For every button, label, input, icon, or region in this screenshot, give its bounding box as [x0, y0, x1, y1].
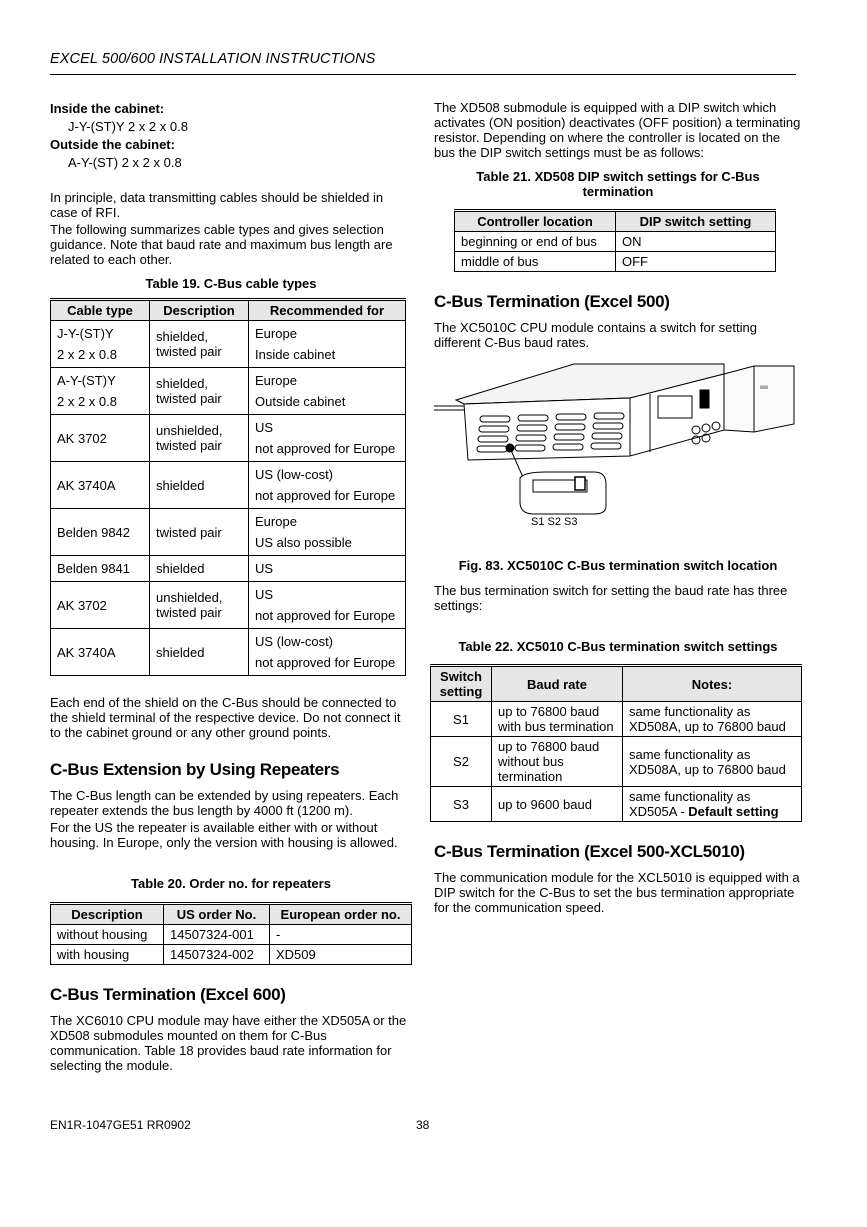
cell-line: unshielded, — [156, 590, 223, 605]
table-row — [51, 509, 406, 556]
cell-line: with bus termination — [498, 719, 614, 734]
cable-type-cell — [51, 415, 150, 462]
table19 — [50, 298, 406, 676]
cell-line: not approved for Europe — [255, 655, 396, 670]
cell-line: same functionality as — [629, 789, 751, 804]
description-cell — [150, 509, 249, 556]
heading-repeaters: C-Bus Extension by Using Repeaters — [50, 760, 340, 779]
table-row — [455, 252, 776, 272]
para-xcl5010: The communication module for the XCL5010 is equipped with a DIP switch for the C-Bus to set the bus termination appropriate for the communication speed. — [434, 870, 800, 915]
cell-line: US (low-cost) — [255, 634, 334, 649]
cable-type-cell — [51, 321, 150, 368]
cell-line: 2 x 2 x 0.8 — [57, 347, 117, 362]
switch-setting-cell: S2 — [431, 737, 492, 787]
cell-line: unshielded, — [156, 423, 223, 438]
cell-line: without bus — [498, 754, 564, 769]
cell-line: twisted pair — [156, 438, 222, 453]
cable-type-cell — [51, 629, 150, 676]
cpu-module-illustration — [434, 360, 802, 550]
cell-line: Europe — [255, 373, 297, 388]
switch-setting-cell: S3 — [431, 787, 492, 822]
column-header: Baud rate — [492, 666, 623, 702]
table-cell: beginning or end of bus — [455, 232, 616, 252]
para-each-end: Each end of the shield on the C-Bus should be connected to the shield terminal of the respective device. Do not connect it to the cabinet ground or any other ground points. — [50, 695, 401, 740]
switch-setting-cell: S1 — [431, 702, 492, 737]
baud-rate-cell — [492, 787, 623, 822]
table-row — [51, 556, 406, 582]
cell-line: AK 3702 — [57, 430, 107, 446]
table21-caption-line1: Table 21. XD508 DIP switch settings for C-Bus — [476, 169, 760, 184]
cell-line: same functionality as — [629, 704, 751, 719]
cell-line: same functionality as — [629, 746, 751, 762]
cell-line: shielded — [156, 644, 205, 660]
cell-line: XD505A - — [629, 804, 689, 819]
cell-line: twisted pair — [156, 605, 222, 620]
baud-rate-cell — [492, 737, 623, 787]
para-shield: In principle, data transmitting cables should be shielded in case of RFI. — [50, 190, 384, 220]
svg-text:||||||||: |||||||| — [760, 384, 769, 389]
cell-line: Europe — [255, 326, 297, 341]
cell-line: shielded, — [156, 376, 209, 391]
figure-cpu-module — [434, 360, 802, 550]
table-row — [51, 368, 406, 415]
column-header: Recommended for — [249, 300, 406, 321]
recommended-cell — [249, 462, 406, 509]
table19-caption: Table 19. C-Bus cable types — [145, 276, 317, 291]
default-setting-emphasis: Default setting — [688, 804, 779, 819]
column-header: Description — [150, 300, 249, 321]
description-cell — [150, 368, 249, 415]
figure83-caption: Fig. 83. XC5010C C-Bus termination switch location — [458, 558, 778, 573]
cell-line: US — [255, 587, 274, 602]
table-cell: ON — [616, 232, 776, 252]
table22 — [430, 664, 802, 822]
description-cell — [150, 582, 249, 629]
recommended-cell — [249, 582, 406, 629]
cell-line: US (low-cost) — [255, 467, 334, 482]
heading-excel600: C-Bus Termination (Excel 600) — [50, 985, 286, 1004]
recommended-cell — [249, 629, 406, 676]
right-column — [434, 100, 802, 915]
cell-line: Belden 9841 — [57, 561, 131, 576]
cell-line: not approved for Europe — [255, 608, 396, 623]
column-header: Controller location — [455, 211, 616, 232]
para-three-settings: The bus termination switch for setting the baud rate has three settings: — [434, 583, 788, 613]
para-summary: The following summarizes cable types and gives selection guidance. Note that baud rate and maximum bus length are related to each other. — [50, 222, 393, 267]
table-row — [51, 321, 406, 368]
table20-caption: Table 20. Order no. for repeaters — [131, 876, 331, 891]
description-cell — [150, 462, 249, 509]
table-header-row — [51, 904, 412, 925]
table21-caption — [434, 169, 802, 199]
cell-line: up to 76800 baud — [498, 704, 600, 719]
description-cell — [150, 415, 249, 462]
table-cell: OFF — [616, 252, 776, 272]
table21-caption-line2: termination — [582, 184, 654, 199]
page-header-title: EXCEL 500/600 INSTALLATION INSTRUCTIONS — [50, 51, 376, 67]
header-divider — [50, 74, 796, 75]
table-row — [431, 737, 802, 787]
cell-line: US — [255, 561, 274, 576]
cell-line: Belden 9842 — [57, 524, 131, 540]
table-cell: middle of bus — [455, 252, 616, 272]
column-header: US order No. — [164, 904, 270, 925]
para-excel500: The XC5010C CPU module contains a switch for setting different C-Bus baud rates. — [434, 320, 757, 350]
cell-line: twisted pair — [156, 344, 222, 359]
cable-type-cell — [51, 509, 150, 556]
table-cell: 14507324-002 — [164, 945, 270, 965]
table-cell: without housing — [51, 925, 164, 945]
cell-line: Europe — [255, 514, 297, 529]
description-cell — [150, 321, 249, 368]
table-row — [51, 629, 406, 676]
cell-line: shielded — [156, 477, 205, 493]
recommended-cell — [249, 509, 406, 556]
table-header-row — [51, 300, 406, 321]
cell-line: AK 3740A — [57, 644, 116, 660]
column-header: Notes: — [623, 666, 802, 702]
table-row — [455, 232, 776, 252]
cell-line: up to 76800 baud — [498, 739, 600, 754]
table-row — [51, 925, 412, 945]
cable-type-cell — [51, 556, 150, 582]
recommended-cell — [249, 321, 406, 368]
table-cell: XD509 — [270, 945, 412, 965]
column-header: Description — [51, 904, 164, 925]
cell-line: not approved for Europe — [255, 488, 396, 503]
column-header: European order no. — [270, 904, 412, 925]
para-repeat1: The C-Bus length can be extended by using repeaters. Each repeater extends the bus length by 4000 ft (1200 m). — [50, 788, 399, 818]
table21 — [454, 209, 776, 272]
table-cell: with housing — [51, 945, 164, 965]
description-cell — [150, 629, 249, 676]
left-column — [50, 100, 412, 1073]
para-excel600: The XC6010 CPU module may have either the XD505A or the XD508 submodules mounted on them for C-Bus communication. Table 18 provides baud rate information for selecting the module. — [50, 1013, 407, 1073]
recommended-cell — [249, 556, 406, 582]
recommended-cell — [249, 415, 406, 462]
table-row — [51, 582, 406, 629]
cell-line: Outside cabinet — [255, 394, 346, 409]
inside-cabinet-value: J-Y-(ST)Y 2 x 2 x 0.8 — [68, 119, 188, 134]
cable-type-cell — [51, 462, 150, 509]
column-header: Cable type — [51, 300, 150, 321]
baud-rate-cell — [492, 702, 623, 737]
cell-line: shielded, — [156, 329, 209, 344]
cell-line: 2 x 2 x 0.8 — [57, 394, 117, 409]
table22-caption: Table 22. XC5010 C-Bus termination switch settings — [458, 639, 778, 654]
footer-page-number: 38 — [416, 1118, 430, 1132]
heading-excel500: C-Bus Termination (Excel 500) — [434, 292, 670, 311]
para-xd508: The XD508 submodule is equipped with a DIP switch which activates (ON position) deactivates (OFF position) a terminating resistor. Depending on where the controller is located on the bus the DIP switch settings must be as follows: — [434, 100, 801, 160]
para-repeat2: For the US the repeater is available either with or without housing. In Europe, only the version with housing is allowed. — [50, 820, 398, 850]
notes-cell — [623, 702, 802, 737]
heading-xcl5010: C-Bus Termination (Excel 500-XCL5010) — [434, 842, 745, 861]
switch-positions-label: S1 S2 S3 — [531, 516, 578, 528]
table-header-row — [431, 666, 802, 702]
column-header: Switch setting — [431, 666, 492, 702]
table-row — [51, 415, 406, 462]
notes-cell — [623, 787, 802, 822]
table-row — [431, 787, 802, 822]
column-header: DIP switch setting — [616, 211, 776, 232]
table20 — [50, 902, 412, 965]
cell-line: XD508A, up to 76800 baud — [629, 719, 786, 734]
cell-line: not approved for Europe — [255, 441, 396, 456]
cell-line: J-Y-(ST)Y — [57, 326, 114, 341]
table-cell: 14507324-001 — [164, 925, 270, 945]
cell-line: A-Y-(ST)Y — [57, 373, 116, 388]
cable-type-cell — [51, 582, 150, 629]
cell-line: AK 3702 — [57, 597, 107, 613]
recommended-cell — [249, 368, 406, 415]
table-cell: - — [270, 925, 412, 945]
cell-line: US also possible — [255, 535, 352, 550]
cell-line: termination — [498, 769, 563, 784]
outside-cabinet-value: A-Y-(ST) 2 x 2 x 0.8 — [68, 155, 182, 170]
outside-cabinet-label: Outside the cabinet: — [50, 137, 175, 152]
cell-line: twisted pair — [156, 391, 222, 406]
cell-line: twisted pair — [156, 524, 222, 540]
description-cell — [150, 556, 249, 582]
table-row — [51, 945, 412, 965]
cell-line: XD508A, up to 76800 baud — [629, 761, 786, 777]
cell-line: AK 3740A — [57, 477, 116, 493]
inside-cabinet-label: Inside the cabinet: — [50, 101, 165, 116]
cell-line: up to 9600 baud — [498, 796, 592, 812]
footer-doc-id: EN1R-1047GE51 RR0902 — [50, 1118, 191, 1132]
notes-cell — [623, 737, 802, 787]
table-row — [431, 702, 802, 737]
cell-line: shielded — [156, 561, 205, 576]
table-row — [51, 462, 406, 509]
cell-line: Inside cabinet — [255, 347, 336, 362]
cell-line: US — [255, 420, 274, 435]
cable-type-cell — [51, 368, 150, 415]
table-header-row — [455, 211, 776, 232]
